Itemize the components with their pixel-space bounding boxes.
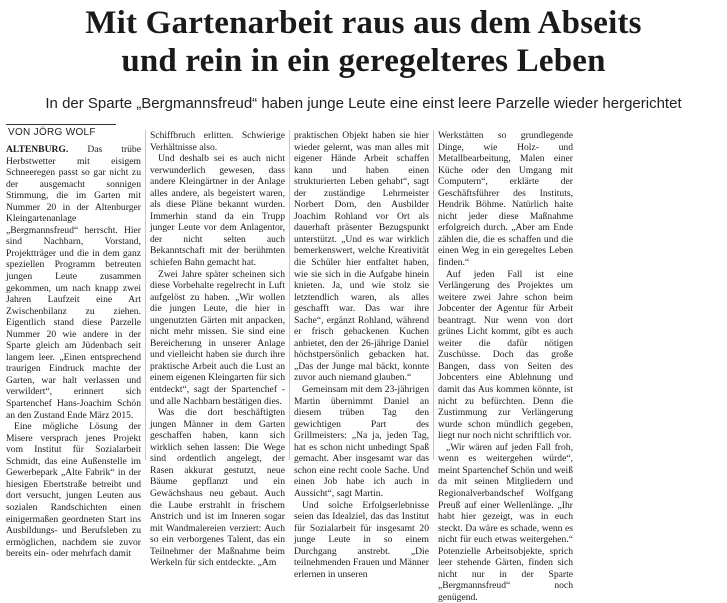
paragraph-text: Das trübe Herbstwetter mit eisigem Schneeregen passt so gar nicht zu der ausgemacht sonnigen Stimmung, die im Garten mit Nummer 20 in der Altenburger Kleingartenanlage „Bergmannsfreud“ herrscht. Hier sind Nachbarn, Vorstand, Projektträger und die in dem ganz speziellen Programm betreuten jungen Leute zusammen gekommen, um nach knapp zwei Jahren Laufzeit eine Art Zwischenbilanz zu ziehen. Eigentlich stand diese Parzelle Nummer 20 wie andere in der Sparte gleich am Jüdenbach seit langem leer. „Einen entsprechend traurigen Eindruck machte der Garten, war halt verlassen und verwildert“, erinnert sich Spartenchef Hans-Joachim Schön an den Zustand Ende März 2015.	[6, 144, 141, 421]
paragraph: „Wir wären auf jeden Fall froh, wenn es weitergehen würde“, meint Spartenchef Schön und weiß da mit seinen Mitgliedern und Regionalverbandschef Wolfgang Preuß auf einer Wellenlänge. „Ihr habt hier gezeigt, was in euch steckt. Da wäre es schade, wenn es nicht für euch etwas weitergehen.“ Potenzielle Arbeitsobjekte, sprich leer stehende Gärten, finden sich nicht nur in der Sparte „Bergmannsfreud“ noch genügend.	[438, 441, 573, 603]
column-divider	[433, 130, 434, 460]
paragraph: Schiffbruch erlitten. Schwierige Verhältnisse also.	[150, 130, 285, 153]
paragraph: Auf jeden Fall ist eine Verlängerung des Projektes um weitere zwei Jahre schon beim Jobcenter der Agentur für Arbeit beantragt. Nur wenn von dort grünes Licht kommt, gibt es auch weiter die dafür nötigen Zuschüsse. Doch das große Bangen, dass von Seiten des Jobcenters eine Ablehnung und damit das Aus kommen könnte, ist nicht zu befürchten. Denn die Zustimmung zur Verlängerung wurde schon mündlich gegeben, liegt nur noch nicht schriftlich vor.	[438, 268, 573, 442]
paragraph: Eine mögliche Lösung der Misere versprach jenes Projekt vom Institut für Sozialarbeit Schmidt, das eine Außenstelle im Gewerbepark „Alte Fabrik“ in der hiesigen Ebertstraße betreibt und dort versucht, jungen Leuten aus sozialen Randschichten einen einigermaßen geordneten Start ins Ausbildungs- und Berufsleben zu ermöglichen, nachdem sie zuvor bereits ein- oder mehrfach damit	[6, 421, 141, 560]
headline	[0, 4, 727, 80]
article-column-2	[150, 130, 285, 569]
paragraph	[6, 144, 141, 421]
paragraph: Und solche Erfolgserlebnisse seien das Idealziel, das das Institut für Sozialarbeit für insgesamt 20 junge Leute in so einem Durchgang anstrebt. „Die teilnehmenden Frauen und Männer erlernen in unseren	[294, 499, 429, 580]
headline-line-1: Mit Gartenarbeit raus aus dem Abseits	[85, 5, 642, 41]
column-divider	[289, 130, 290, 460]
subheadline: In der Sparte „Bergmannsfreud“ haben junge Leute eine einst leere Parzelle wieder hergerichtet	[45, 95, 682, 112]
dateline: ALTENBURG.	[6, 144, 69, 155]
paragraph: Zwei Jahre später scheinen sich diese Vorbehalte regelrecht in Luft aufgelöst zu haben. „Wir wollen die jungen Leute, die hier in ungenutzten Gärten mit anpacken, nicht mehr missen. Sie sind eine Bereicherung in unserer Anlage und vielleicht haben sie durch ihre praktische Arbeit auch die Lust an einem eigenen Kleingarten für sich entdeckt“, sagt der Spartenchef - und alle Nachbarn bestätigen dies.	[150, 268, 285, 407]
paragraph: Gemeinsam mit dem 23-jährigen Martin übernimmt Daniel an diesem trüben Tag den gewichtigen Part des Grillmeisters: „Na ja, jeden Tag, hat es schon nicht unbedingt Spaß gemacht. Aber insgesamt war das schon eine recht coole Sache. Und einen Job habe ich auch in Aussicht“, sagt Martin.	[294, 384, 429, 499]
byline-rule	[6, 124, 116, 125]
article-column-1	[6, 144, 141, 560]
headline-line-2: und rein in ein geregelteres Leben	[121, 43, 606, 79]
paragraph: Und deshalb sei es auch nicht verwunderlich gewesen, dass andere Kleingärtner in der Anlage alles andere, als begeistert waren, als diese Pläne bekannt wurden. Immerhin stand da ein Trupp junger Leute vor dem Anlagentor, der nicht selten auch Bekanntschaft mit der berühmten schiefen Bahn gemacht hat.	[150, 153, 285, 269]
article-column-3	[294, 130, 429, 580]
paragraph: praktischen Objekt haben sie hier wieder gelernt, was man alles mit eigener Hände Arbeit schaffen kann und haben einen strukturierten Leben gehabt“, sagt der zuständige Lehrmeister Norbert Dorn, den Ausbilder Joachim Rohland vor Ort als dauerhaft präsenter Bezugspunkt unterstützt. „Und es war wirklich bemerkenswert, welche Kreativität die Schüler hier entfaltet haben, wie sie sich in die Aufgabe hinein knieten. Ja, und wie stolz sie letztendlich waren, als alles geschafft war. Das war ihre Sache“, ergänzt Rohland, während er frisch gebackenen Kuchen anbietet, den der 26-jährige Daniel höchstpersönlich gebacken hat. „Das der Junge mal bäckt, konnte zuvor auch niemand glauben.“	[294, 130, 429, 384]
paragraph: Werkstätten so grundlegende Dinge, wie Holz- und Metallbearbeitung, Malen einer Küche oder den Umgang mit Computern“, erklärte der Geschäftsführer des Instituts, Hendrik Böhme. Natürlich halte nicht jeder diese Maßnahme erfolgreich durch. „Aber am Ende zählen die, die es schaffen und die einen Weg in ein geregeltes Leben finden.“	[438, 130, 573, 269]
article-body	[6, 130, 722, 603]
article-column-4	[438, 130, 573, 603]
column-divider	[145, 130, 146, 460]
paragraph: Was die dort beschäftigten jungen Männer in dem Garten geschaffen haben, kann sich wirklich sehen lassen: Die Wege sind ordentlich angelegt, der Rasen akkurat gestutzt, neue Bäume gepflanzt und ein Gewächshaus neu gebaut. Auch die Laube erstrahlt in frischem Anstrich und ist im Inneren sogar mit Wandmalereien verziert: Auch so ein verborgenes Talent, das ein Teilnehmer der Maßnahme beim Werkeln für sich entdeckte. „Am	[150, 407, 285, 569]
byline: VON JÖRG WOLF	[8, 127, 96, 138]
